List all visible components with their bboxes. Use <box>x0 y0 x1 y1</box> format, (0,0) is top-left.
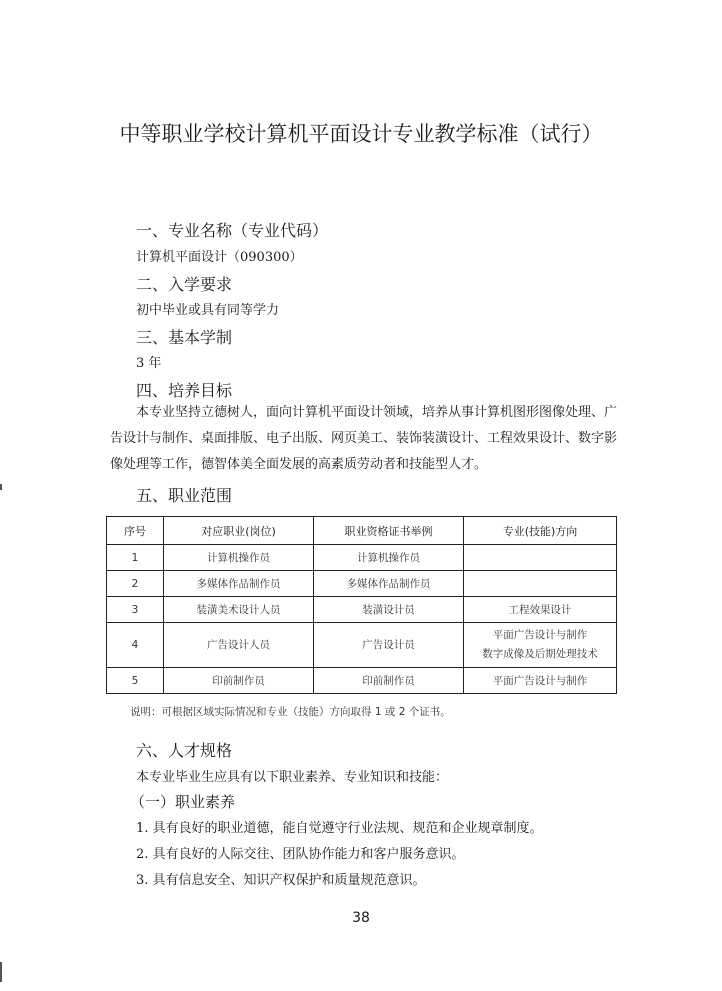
table-header: 专业(技能)方向 <box>464 517 617 545</box>
occupation-table <box>106 516 617 694</box>
section-heading-5: 五、职业范围 <box>136 486 233 505</box>
section6-intro: 本专业毕业生应具有以下职业素养、专业知识和技能： <box>136 770 449 785</box>
table-cell <box>464 545 617 571</box>
section-heading-3: 三、基本学制 <box>136 328 233 347</box>
section-heading-4: 四、培养目标 <box>136 381 233 400</box>
table-cell: 平面广告设计与制作 <box>464 668 617 694</box>
table-cell: 印前制作员 <box>314 668 464 694</box>
table-cell: 多媒体作品制作员 <box>314 571 464 597</box>
table-header: 序号 <box>107 517 164 545</box>
table-cell: 1 <box>107 545 164 571</box>
list-item: 3. 具有信息安全、知识产权保护和质量规范意识。 <box>136 873 426 888</box>
table-cell: 广告设计人员 <box>164 623 314 668</box>
scan-edge-mark <box>0 484 2 490</box>
table-cell-line: 平面广告设计与制作 <box>492 629 588 641</box>
table-cell-line: 数字成像及后期处理技术 <box>482 648 598 660</box>
table-header-row <box>107 517 617 545</box>
page-title: 中等职业学校计算机平面设计专业教学标准（试行） <box>119 122 603 146</box>
list-item: 2. 具有良好的人际交往、团队协作能力和客户服务意识。 <box>136 847 465 862</box>
table-cell: 多媒体作品制作员 <box>164 571 314 597</box>
table-cell: 3 <box>107 597 164 623</box>
subsection-heading: （一）职业素养 <box>130 793 236 811</box>
table-cell <box>464 623 617 668</box>
table-cell: 印前制作员 <box>164 668 314 694</box>
page-number: 38 <box>352 910 370 926</box>
section-heading-6: 六、人才规格 <box>136 741 233 760</box>
table-cell: 装潢美术设计人员 <box>164 597 314 623</box>
table-cell: 计算机操作员 <box>314 545 464 571</box>
table-row <box>107 545 617 571</box>
table-cell: 广告设计员 <box>314 623 464 668</box>
table-header: 职业资格证书举例 <box>314 517 464 545</box>
table-cell <box>464 571 617 597</box>
table-cell: 5 <box>107 668 164 694</box>
table-cell: 2 <box>107 571 164 597</box>
section-heading-2: 二、入学要求 <box>136 275 233 294</box>
section-content-2: 初中毕业或具有同等学力 <box>136 303 280 318</box>
table-note: 说明：可根据区域实际情况和专业（技能）方向取得 1 或 2 个证书。 <box>130 706 451 718</box>
table-row <box>107 597 617 623</box>
table-cell: 装潢设计员 <box>314 597 464 623</box>
table-cell: 4 <box>107 623 164 668</box>
section-content-1: 计算机平面设计（090300） <box>136 250 303 265</box>
table-row <box>107 668 617 694</box>
section-content-3: 3 年 <box>136 356 162 371</box>
table-cell: 计算机操作员 <box>164 545 314 571</box>
scan-edge-mark <box>0 962 2 982</box>
section-content-4: 本专业坚持立德树人，面向计算机平面设计领域，培养从事计算机图形图像处理、广告设计与制作、桌面排版、电子出版、网页美工、装饰装潢设计、工程效果设计、数字影像处理等工作，德智体美全面发展的高素质劳动者和技能型人才。 <box>110 405 618 472</box>
table-row <box>107 623 617 668</box>
section-heading-1: 一、专业名称（专业代码） <box>136 221 329 240</box>
table-row <box>107 571 617 597</box>
table-header: 对应职业(岗位) <box>164 517 314 545</box>
list-item: 1. 具有良好的职业道德，能自觉遵守行业法规、规范和企业规章制度。 <box>136 821 543 836</box>
table-cell: 工程效果设计 <box>464 597 617 623</box>
